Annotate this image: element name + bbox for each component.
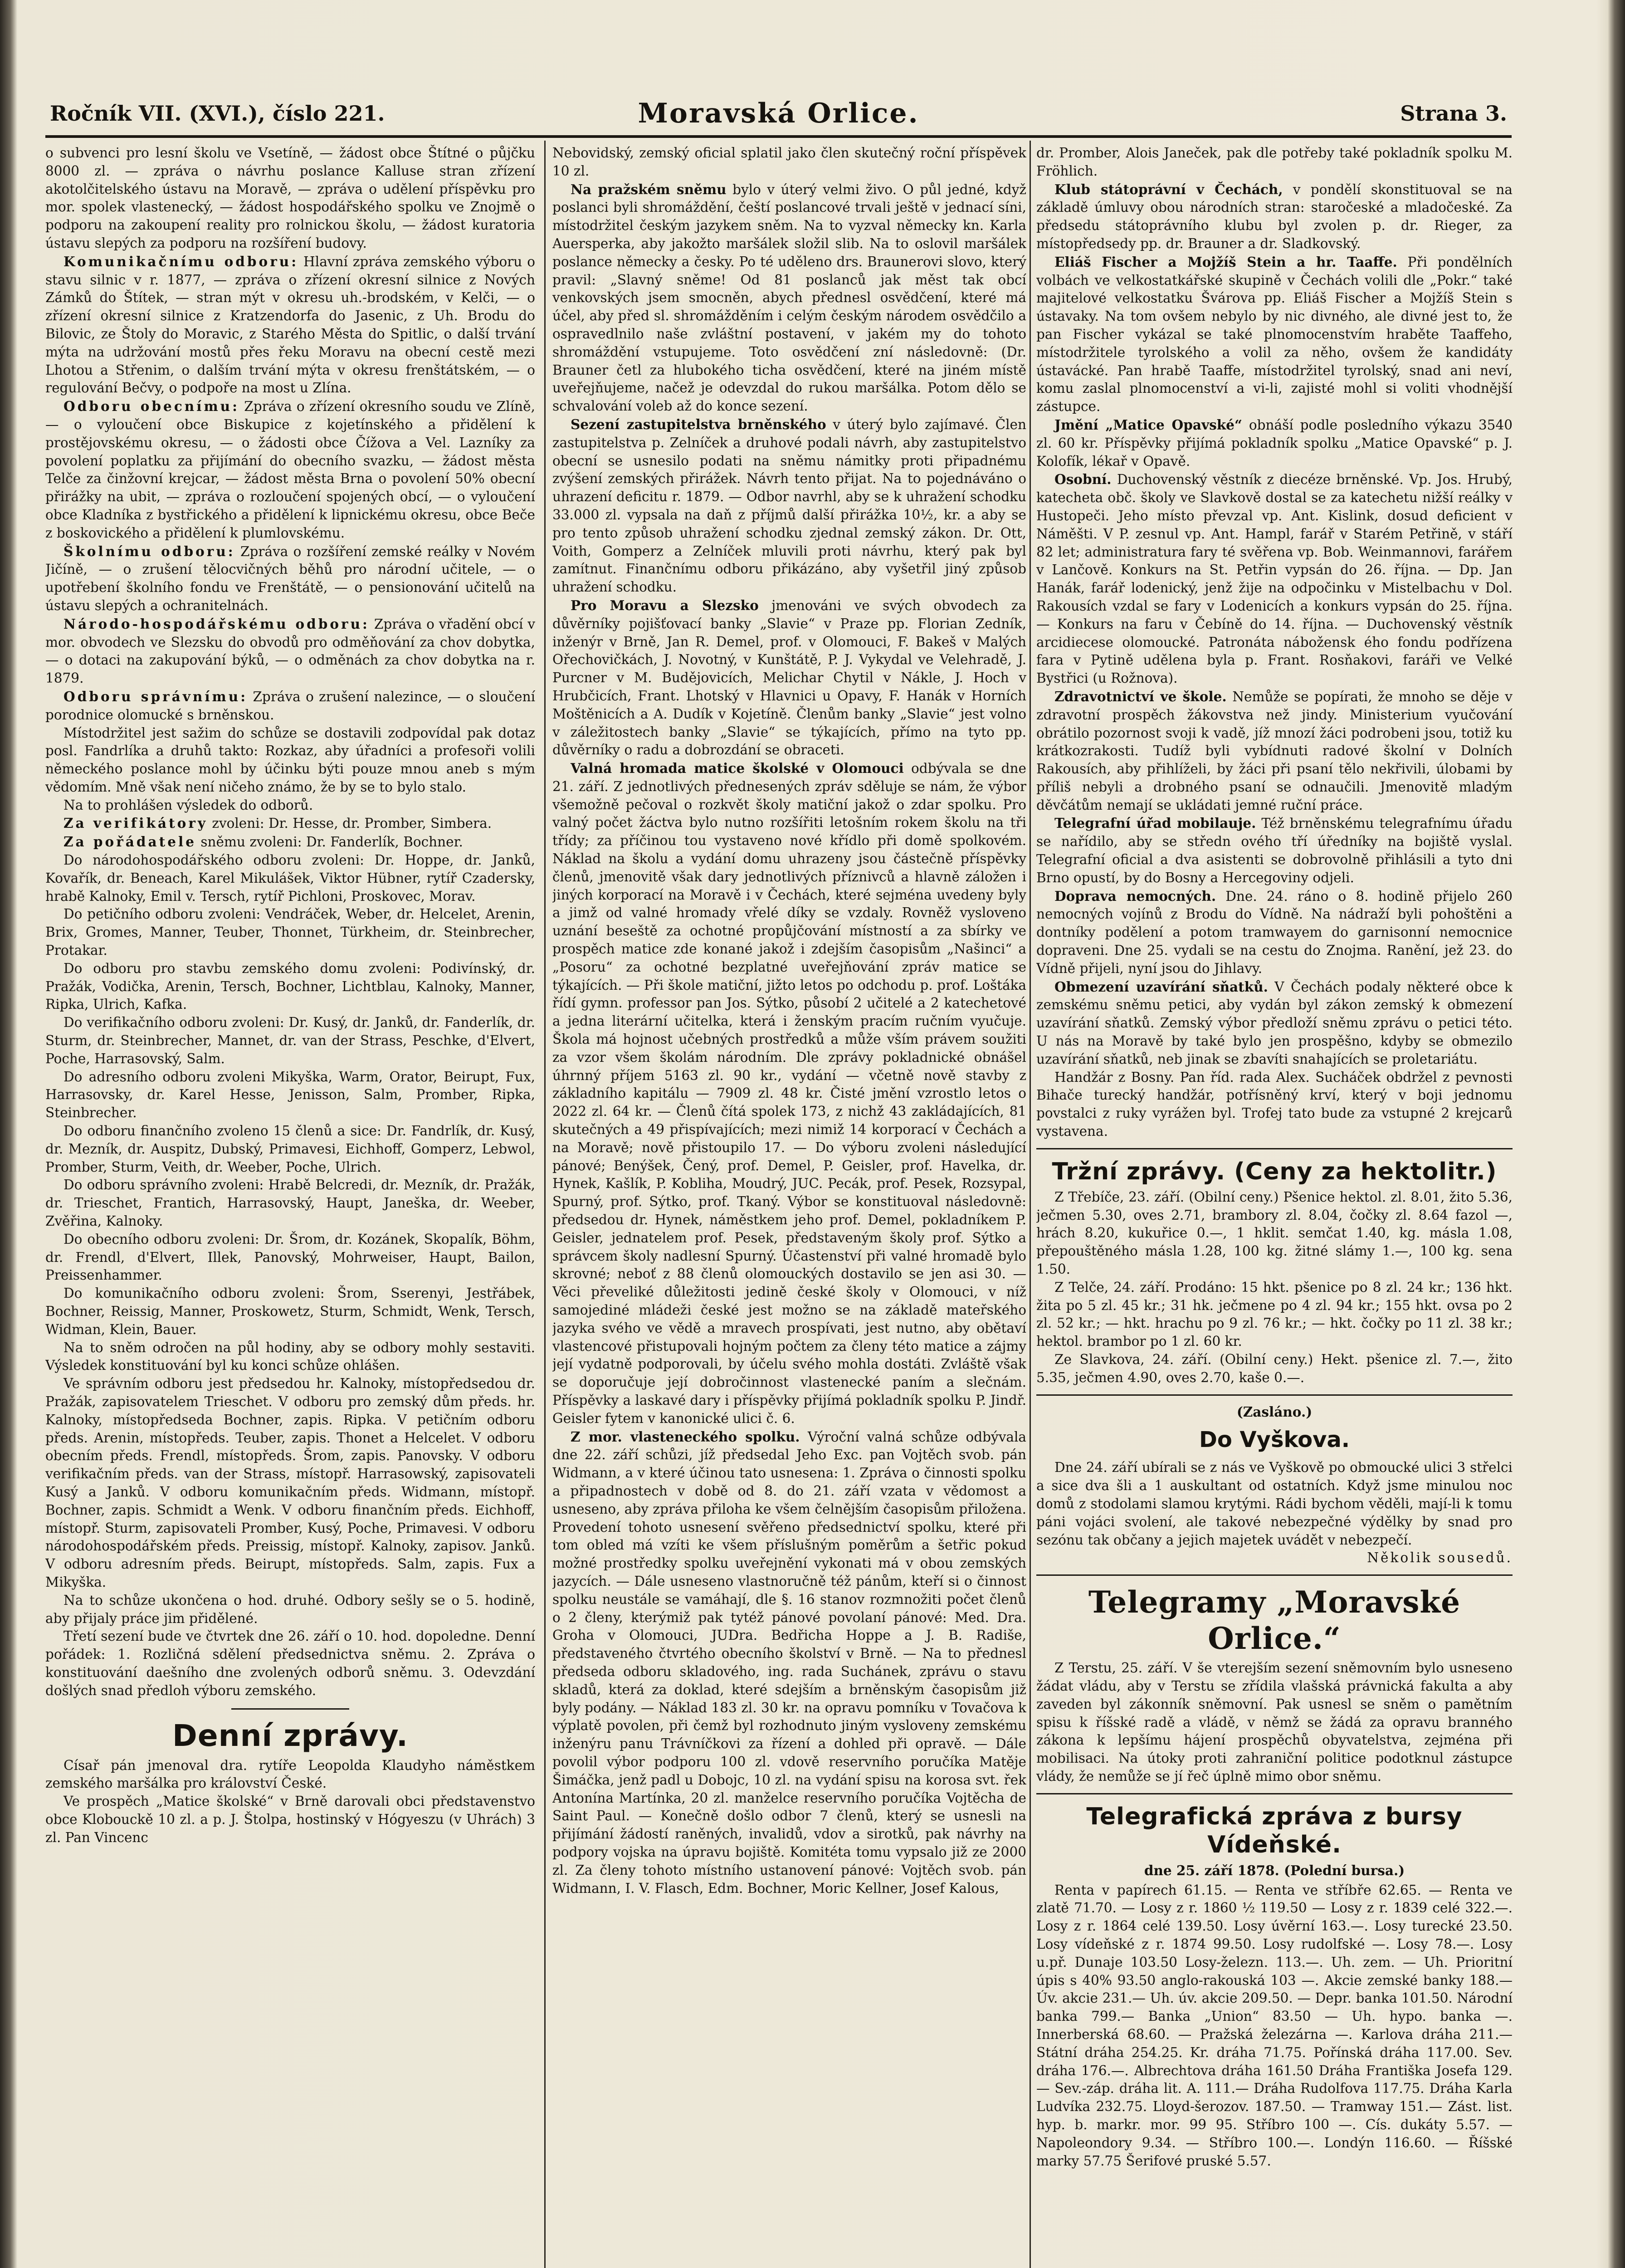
paragraph bbox=[1036, 253, 1513, 416]
subheading: Sezení zastupitelstva brněnského bbox=[571, 416, 826, 432]
subheading: Telegrafní úřad mobilauje. bbox=[1054, 815, 1256, 831]
subheading: Národo-hospodářskému odboru: bbox=[63, 616, 370, 632]
paragraph bbox=[552, 1428, 1026, 1898]
paragraph bbox=[1036, 814, 1513, 887]
paragraph: dr. Promber, Alois Janeček, pak dle potřeby také pokladník spolku M. Fröhlich. bbox=[1036, 145, 1513, 179]
column-divider bbox=[544, 141, 546, 2268]
issue-number: Ročník VII. (XVI.), číslo 221. bbox=[50, 101, 385, 126]
paragraph: Do odboru pro stavbu zemského domu zvoleni: Podivínský, dr. Pražák, Vodička, Arenin, Tersch, Bochner, Lichtblau, Kalnoky, Manner, Ripka, Ulrich, Kafka. bbox=[45, 960, 535, 1012]
paragraph bbox=[45, 397, 535, 542]
text: Výroční valná schůze odbývala dne 22. září schůzi, jíž předsedal Jeho Exc. pan Vojtěch svob. pán Widmann, a v které účinou tato usnesena: 1. Zpráva o činnosti spolku a připadnostech v době od 8. do 21. září vzata v vědomost a usneseno, aby zpráva přiloha ke všem čelnějším časopisům přiložena. Provedení tohoto usnesení svěřeno předsednictví spolku, které při tom obled má vzíti ke všem příslušným poměrům a šetřic pokud možné prostředky spolku uveřejnění vykonati má v obou zemských jazycích. — Dále usneseno vlastnoručně též pánům, kteří si o činnost spolku neustále se vamáhají, dle §. 16 stanov rozmnožiti počet členů o 2 členy, kterýmiž pak tytéž pánové povolaní pánové: Med. Dra. Groha v Olomouci, JUDra. Bedřicha Hoppe a J. B. Radiše, představeného čtvrtého obecního školství v Brně. — Na to přednesl předseda odboru skladového, ing. rada Suchánek, zprávu o stavu skladů, která za doklad, které sdejším a brněnským časopisům již byly podány. — Náklad 183 zl. 30 kr. na opravu pomníku v Tovačova k výplatě povolen, při čemž byl rozhodnuto jiným vysloveny zemskému inženýru panu Trávníčkovi za řízení a dohled při opravě. — Dále povolil výbor podporu 100 zl. vdově reservního poručíka Matěje Šimáčka, jenž padl u Dobojc, 10 zl. na vydání spisu na korosa svt. řek Antonína Martínka, 20 zl. manželce reservního poručíka Vojtěcha de Saint Paul. — Konečně došlo odbor 7 členů, který se usnesli na přijímání žádostí raněných, invalidů, vdov a sirotků, pak návrhy na podpory vojska na úpravu bojiště. Komitéta tomu vypsalo již ze 2000 zl. Za členy tohoto místního ustanovení pánové: Vojtěch svob. pán Widmann, I. V. Flasch, Edm. Bochner, Moric Kellner, Josef Kalous, bbox=[552, 1429, 1026, 1896]
header-rule bbox=[45, 135, 1512, 138]
scan-edge-left bbox=[0, 0, 17, 2268]
paragraph bbox=[45, 814, 535, 833]
paragraph: Handžár z Bosny. Pan říd. rada Alex. Sucháček obdržel z pevnosti Bihače turecký handžár, potřísněný krví, který v boji jednomu povstalci z ruky vyrážen byl. Trofej tato bude za vstupné 2 krejcarů vystavena. bbox=[1036, 1069, 1513, 1139]
text: Též brněnskému telegrafnímu úřadu se nařídilo, aby se středn ového tří úředníky na bojiště vyslal. Telegrafní oficial a dva asistenti se dobrovolně přihlásili a tyto dni Brno opustí, by do Bosny a Hercegoviny odjeli. bbox=[1036, 816, 1513, 885]
paragraph bbox=[1036, 978, 1513, 1069]
text: jmenováni ve svých obvodech za důvěrníky pojišťovací banky „Slavie“ v Praze pp. Florian Zedník, inženýr v Brně, Jan R. Demel, prof. v Olomouci, F. Bakeš v Malých Ořechovičkách, J. Novotný, v Kunštátě, P. J. Vykydal ve Velehradě, J. Purcner v M. Budějovicích, Melichar Chytil v Nákle, J. Hoch v Hrubčicích, Frant. Lhotský v Hlavnici u Opavy, F. Hanák v Horních Moštěnicích a A. Dudík v Kojetíně. Členům banky „Slavie“ jest volno v záležitostech banky „Slavie“ se týkajících, přímo na tyto pp. důvěrníky o radu a dobrozdání se obraceti. bbox=[552, 597, 1026, 758]
text: Zpráva o vřadění obcí v mor. obvodech ve Slezsku do obvodů pro odměňování za chov dobytka, — o dotaci na zakupování býků, — o odměnách za chov dobytka na r. 1879. bbox=[45, 616, 535, 686]
paragraph: Do obecního odboru zvoleni: Dr. Šrom, dr. Kozánek, Skopalík, Böhm, dr. Frendl, d'Elvert, Illek, Panovský, Mohrweiser, Haupt, Bailon, Preissenhammer. bbox=[45, 1231, 535, 1283]
paragraph bbox=[552, 181, 1026, 415]
text: bylo v úterý velmi živo. O půl jedné, když poslanci byli shromáždění, čeští poslancové trvali ještě v jednací síni, místodržitel českým jazykem sněm. Na to vyzval německy kn. Karla Auersperka, aby jakožto maršálek složil slib. Na to oslovil maršálek poslance německy a česky. Po té uděleno drs. Braunerovi slovo, který pravil: „Slavný sněme! Od 81 poslanců jak měst tak obcí venkovských jsem smocněn, abych přednesl osvědčení, které má účel, aby před sl. shromážděním i celým českým národem osvědčilo a ospravedlnilo naše zvláštní postavení, v jakém my do tohoto shromáždění vstupujeme. Toto osvědčení zní následovně: (Dr. Brauner četl za hlubokého ticha osvědčení, které na jiném místě uveřejňujeme, načež je odevzdal do rukou maršálka. Potom dělo se schvalování voleb až do konce sezení. bbox=[552, 181, 1026, 414]
paragraph: Do adresního odboru zvoleni Mikyška, Warm, Orator, Beirupt, Fux, Harrasovsky, dr. Karel Hesse, Jenisson, Salm, Promber, Ripka, Steinbrecher. bbox=[45, 1069, 535, 1121]
section-title: Denní zprávy. bbox=[172, 1718, 408, 1753]
paragraph bbox=[45, 543, 535, 615]
section-divider bbox=[231, 1708, 349, 1710]
paragraph bbox=[552, 415, 1026, 596]
paragraph bbox=[1036, 416, 1513, 470]
subheading: Komunikačnímu odboru: bbox=[63, 253, 299, 269]
column-divider bbox=[1030, 141, 1031, 2268]
section-title: Tržní zprávy. (Ceny za hektolitr.) bbox=[1052, 1158, 1497, 1185]
text: Dne. 24. ráno o 8. hodině přijelo 260 nemocných vojínů z Brodu do Vídně. Na nádraží byli pohoštěni a dontníky podělení a potom tramwayem do garnisonní nemocnice dopraveni. Dne 25. vydali se na cestu do Znojma. Ranění, jež 23. do Vídně přijeli, nyní jsou do Jihlavy. bbox=[1036, 888, 1513, 976]
paragraph: Místodržitel jest sažim do schůze se dostavili zodpovídal pak dotaz posl. Fandrlíka a druhů takto: Rozkaz, aby úřadníci a profesoři volili německého poslance mohl by účinku býti pouze mnou aneb s mým vědomím. Mně však není ničeho známo, že by se to bylo stalo. bbox=[45, 725, 535, 795]
section-divider bbox=[1036, 1394, 1513, 1396]
section-title: Telegrafická zpráva z bursy Vídeňské. bbox=[1086, 1803, 1463, 1858]
text: v úterý bylo zajímavé. Člen zastupitelstva p. Zelníček a druhové podali návrh, aby zastupitelstvo obecní se usnesilo podati na sněmu námitky proti připadnému zvýšení zemských přirážek. Návrh tento přijat. Na to pojednáváno o uhrazení deficitu r. 1879. — Odbor navrhl, aby se k uhražení schodku 33.000 zl. vypsala na daň z příjmů další přirážka 10½, kr. a aby se pro tento způsob uhražení schodku zjednal zemský zákon. Dr. Ott, Voith, Gomperz a Zelníček mluvili proti návrhu, který pak byl zamítnut. Finančnímu odboru přikázáno, aby vyšetřil jiný způsob uhražení schodku. bbox=[552, 416, 1026, 595]
text: Hlavní zpráva zemského výboru o stavu silnic v r. 1877, — zpráva o zřízení okresní silnice z Nových Zámků do Štítek, — stran mýt v okresu uh.-brodském, v Kelči, — o zřízení okresní silnice z Kratzendorfa do Jasenic, z Uh. Brodu do Bilovic, ze Štoly do Moravic, z Starého Města do Spitlic, o další trvání mýta na udržování mostů přes řeku Moravu na obecní cestě mezi Lhotou a Střenim, o dalším trvání mýta v okresu frenštátském, — o regulování Bečvy, o podpoře na most u Zlína. bbox=[45, 254, 535, 396]
subheading: Eliáš Fischer a Mojžíš Stein a hr. Taaffe. bbox=[1054, 254, 1397, 270]
paragraph bbox=[45, 688, 535, 724]
paragraph bbox=[45, 833, 535, 851]
subheading: Zdravotnictví ve škole. bbox=[1054, 688, 1227, 704]
text: odbývala se dne 21. září. Z jednotlivých přednesených zpráv sděluje se nám, že výbor všemožně pečoval o rozkvět školy matiční jakož o zdar spolku. Pro valný počet žáctva bylo nutno rozšířiti letošním rokem školu na tři třídy; za příčinou tou vystaveno nové křídlo při domě spolkovém. Náklad na školu a vydání domu uhrazeny jsou částečně příspěvky členů, jmenovitě však dary jednotlivých příznivců a hlavně záložen i jiných korporací na Moravě i v Čechách, které sejména uvedeny byly a jimž od valné hromady vřelé díky se vzdaly. Rovněž vysloveno uznání beseště za ochotné propůjčování místností a za sbírky ve prospěch matice zde konané jakož i zdejším časopisům „Našinci“ a „Posoru“ za ochotné bezplatné uveřejňování zpráv matice se týkajících. — Při škole matiční, jižto letos po odchodu p. prof. Loštáka řídí gymn. professor pan Jos. Sýtko, působí 2 učitelé a 2 katechetové a jedna literární učitelka, která i ženským pracím ručním vyučuje. Škola má hojnost učebných prostředků a může vším právem soužiti za vzor všem školám národním. Dle zprávy pokladnické obnášel úhrnný příjem 5163 zl. 90 kr., vydání — včetně nově stavby z základního kapitálu — 7909 zl. 48 kr. Čisté jmění vzrostlo letos o 2022 zl. 64 kr. — Členů čítá spolek 173, z nichž 43 zakládajících, 81 skutečných a 49 přispívajících; mezi nimiž 14 korporací v Čechách a na Moravě; nově přistoupilo 17. — Do výboru zvoleni následující pánové; Benýšek, Čený, prof. Demel, P. Geisler, prof. Havelka, dr. Hynek, Kašlík, P. Kobliha, Moudrý, JUC. Pecák, prof. Pesek, Rozsypal, Spurný, prof. Sýtko, prof. Tkaný. Výbor se konstituoval následovně: předsedou dr. Hynek, náměstkem jeho prof. Demel, pokladníkem P. Geisler, jednatelem prof. Pesek, představeným školy prof. Sýtko a správcem školy nadlesní Spurný. Účastenství při valné hromadě bylo skrovné; neboť z 88 členů olomouckých dostavilo se jen asi 30. — Věci převeliké důležitosti jedině české školy v Olomouci, v níž samojediné mládeži české jest možno se na základě mateřského jazyka svého ve vědě a mravech prospívati, jest nutno, aby obětaví vlastencové přistupovali hojným počtem za členy této matice a zájmy její vydatně podporovali, by účelu svého mohla dostáti. Zvláště však se doporučuje její dobročinnost vlastenecké paním a slečnám. Příspěvky a laskavé dary i příspěvky přijímá pokladník spolku P. Jindř. Geisler fytem v kanonické ulici č. 6. bbox=[552, 761, 1026, 1426]
subheading: Za verifikátory bbox=[63, 815, 208, 831]
column-1 bbox=[45, 144, 535, 2268]
zaslano-title: Do Vyškova. bbox=[1199, 1427, 1350, 1453]
subheading: Na pražském sněmu bbox=[571, 181, 727, 197]
paragraph: o subvenci pro lesní školu ve Vsetíně, — žádost obce Štítné o půjčku 8000 zl. — zpráva o návrhu poslance Kalluse stran zřízení akotolčitelského ústavu na Moravě, — zpráva o udělení příspěvku pro mor. spolek vlastenecký, — žádost hospodářského spolku ve Znojmě o podporu na zakoupení reality pro rolnickou školu, — žádost kuratoria ústavu slepých za podporu na rozšíření budovy. bbox=[45, 145, 535, 251]
subheading: Obmezení uzavírání sňatků. bbox=[1054, 978, 1268, 995]
subheading: Doprava nemocných. bbox=[1054, 888, 1216, 904]
subheading: Odboru správnímu: bbox=[63, 688, 248, 704]
subheading: Osobní. bbox=[1054, 471, 1112, 488]
paragraph: Císař pán jmenoval dra. rytíře Leopolda Klaudyho náměstkem zemského maršálka pro království České. bbox=[45, 1757, 535, 1791]
telegram: Z Terstu, 25. září. V še vterejším sezení sněmovním bylo usneseno žádat vládu, aby v Terstu se zřídila vlašská právnická fakulta a aby zaveden byl zákonník sněmovní. Pak usnesl se sněm o pamětním spisu k říšské radě a vládě, v němž se žádá za opravu branného zákona k lepšímu hájení prospěchů obyvatelstva, zejména při mobilisaci. Na útoky proti zahraniční politice podotknul zástupce vlády, že nemůže se jí řeč úplně mimo obor sněmu. bbox=[1036, 1660, 1513, 1784]
section-title: Telegramy „Moravské Orlice.“ bbox=[1088, 1584, 1461, 1657]
paragraph bbox=[1036, 887, 1513, 978]
section-divider bbox=[1036, 1148, 1513, 1149]
subheading: Jmění „Matice Opavské“ bbox=[1054, 416, 1242, 433]
subheading: Z mor. vlasteneckého spolku. bbox=[571, 1428, 800, 1445]
scan-edge-right bbox=[1608, 0, 1625, 2268]
signature: Několik sousedů. bbox=[1367, 1550, 1513, 1566]
page-number: Strana 3. bbox=[1400, 101, 1507, 126]
paragraph: Do odboru správního zvoleni: Hrabě Belcredi, dr. Mezník, dr. Pražák, dr. Trieschet, Frantich, Harrasovský, Haupt, Janeška, dr. Weeber, Zvěřina, Kalnoky. bbox=[45, 1177, 535, 1229]
subheading: Klub státoprávní v Čechách, bbox=[1054, 181, 1283, 197]
paragraph: Ve správním odboru jest předsedou hr. Kalnoky, místopředsedou dr. Pražák, zapisovatelem Trieschet. V odboru pro zemský dům předs. hr. Kalnoky, místopředseda Bochner, zapis. Ripka. V petičním odboru předs. Arenin, místopředs. Teuber, zapis. Thonet a Helcelet. V odboru obecním předs. Frendl, místopředs. Šrom, zapis. Panovsky. V odboru verifikačním předs. van der Strass, místopř. Harrasowský, zapisovateli Kusý a Janků. V odboru komunikačním předs. Widmann, místopř. Bochner, zapis. Schmidt a Wenk. V odboru finančním předs. Eichhoff, místopř. Sturm, zapisovateli Promber, Kusý, Poche, Primavesi. V odboru národohospodářském předs. Preissig, místopř. Kalnoky, zapisov. Janků. V odboru adresním předs. Beirupt, místopředs. Salm, zapis. Fux a Mikyška. bbox=[45, 1376, 535, 1590]
paragraph bbox=[1036, 181, 1513, 253]
paragraph bbox=[552, 596, 1026, 759]
page-header bbox=[50, 98, 1507, 134]
paragraph: Třetí sezení bude ve čtvrtek dne 26. září o 10. hod. dopoledne. Denní pořádek: 1. Rozličná sdělení předsednictva sněmu. 2. Zpráva o konstituování daešního dne zvolených odborů sněmu. 3. Odevzdání došlých snad předloh výboru zemského. bbox=[45, 1628, 535, 1698]
paragraph bbox=[1036, 470, 1513, 688]
text: Nemůže se popírati, že mnoho se děje v zdravotní prospěch žákovstva než jindy. Ministerium vyučování obrátilo pozornost svoji k vadě, jíž mnozí žáci podrobeni jsou, totiž ku krátkozrakosti. Tudíž byli vybídnuti radové školní v Dolních Rakousích, aby přihlíželi, by žáci při psaní tělo nekřivili, úlobami by příliš nebyli a drobného psaní se odnaučili. Jmenovitě mladým děvčátům nemají se ukládati jemné ruční práce. bbox=[1036, 689, 1513, 813]
text: Duchovenský věstník z diecéze brněnské. Vp. Jos. Hrubý, katecheta obč. školy ve Slavkově dostal se za katechetu nižší reálky v Hustopeči. Jeho místo převzal vp. Ant. Kislink, dosud deficient v Náměšti. V P. zesnul vp. Ant. Hampl, farář v Starém Petřině, v stáří 82 let; administratura fary té svěřena vp. Bob. Weinmannovi, farářem v Lančově. Konkurs na St. Petřin vypsán do 26. října. — Dp. Jan Hanák, farář lodenický, jenž žije na odpočinku v Mistelbachu v Dol. Rakousích vzdal se fary v Lodenicích a konkurs vypsán do 25. října. — Konkurs na faru v Čebíně do 14. října. — Duchovenský věstník arcidiecese olomoucké. Patronáta nábožensk ého fondu podřízena fara v Pytině udělena byla p. Frant. Rosňakovi, faráři ve Velké Bystřici (u Rožnova). bbox=[1036, 472, 1513, 686]
section-divider bbox=[1036, 1793, 1513, 1794]
text: obnáší podle posledního výkazu 3540 zl. 60 kr. Příspěvky přijímá pokladník spolku „Matice Opavské“ p. J. Kolofík, lékař v Opavě. bbox=[1036, 417, 1513, 469]
subheading: Za pořádatele bbox=[63, 834, 196, 850]
paragraph: Na to schůze ukončena o hod. druhé. Odbory sešly se o 5. hodině, aby přijaly práce jim přidělené. bbox=[45, 1592, 535, 1626]
text: Zpráva o rozšíření zemské reálky v Novém Jičíně, — o zrušení tělocvičných běhů pro národní učitele, — o upotřebení školního fondu ve Frenštátě, — o pensionování učitelů na ústavu slepých a ochranitelnách. bbox=[45, 543, 535, 613]
text: sněmu zvoleni: Dr. Fanderlík, Bochner. bbox=[200, 834, 463, 850]
subheading: Pro Moravu a Slezsko bbox=[571, 597, 759, 613]
bourse-report: Renta v papírech 61.15. — Renta ve stříbře 62.65. — Renta ve zlatě 71.70. — Losy z r. 1860 ½ 119.50 — Losy z r. 1839 celé 322.—. Losy z r. 1864 celé 139.50. Losy úvěrní 163.—. Losy turecké 23.50. Losy vídeňské z r. 1874 99.50. Losy rudolfské —. Losy 78.—. Losy u.př. Dunaje 103.50 Losy-železn. 113.—. Uh. zem. — Uh. Prioritní úpis s 40% 93.50 anglo-rakouská 103 —. Akcie zemské banky 188.— Úv. akcie 231.— Uh. úv. akcie 209.50. — Depr. banka 101.50. Národní banka 799.— Banka „Union“ 83.50 — Uh. hypo. banka —. Innerberská 68.60. — Pražská železárna —. Karlova dráha 211.— Státní dráha 254.25. Kr. dráha 71.75. Pořínská dráha 117.00. Sev. dráha 176.—. Albrechtova dráha 161.50 Dráha Františka Josefa 129.— Sev.-záp. dráha lit. A. 111.— Dráha Rudolfova 117.75. Dráha Karla Ludvíka 232.75. Lloyd-šerozov. 187.50. — Tramway 151.— Zást. list. hyp. b. markr. mor. 99 95. Stříbro 100 —. Cís. dukáty 5.57. — Napoleondory 9.34. — Stříbro 100.—. Londýn 116.60. — Říšské marky 57.75 Šerifové pruské 5.57. bbox=[1036, 1882, 1513, 2169]
text: V Čechách podaly některé obce k zemskému sněmu petici, aby vydán byl zákon zemský k obmezení uzavírání sňatků. Zemský výbor předloží sněmu zprávu o petici této. U nás na Moravě by také bylo jen prospěšno, kdyby se obmezilo uzavírání sňatků, neb jinak se zbavíti snahajících se proletariátu. bbox=[1036, 979, 1513, 1067]
section-divider bbox=[1036, 1574, 1513, 1576]
paragraph: Do petičního odboru zvoleni: Vendráček, Weber, dr. Helcelet, Arenin, Brix, Gromes, Manner, Teuber, Thonnet, Türkheim, dr. Steinbrecher, Protakar. bbox=[45, 906, 535, 958]
paragraph bbox=[45, 615, 535, 688]
text: v pondělí skonstituoval se na základě úmluvy obou národních stran: staročeské a mladočeské. Za předsedu státoprávního klubu byl zvolen p. dr. Rieger, za místopředsedy pp. dr. Brauner a dr. Sladkovský. bbox=[1036, 181, 1513, 251]
zaslano-label: (Zasláno.) bbox=[1236, 1403, 1313, 1420]
text: Zpráva o zrušení nalezince, — o sloučení porodnice olomucké s brněnskou. bbox=[45, 689, 535, 723]
subheading: Školnímu odboru: bbox=[63, 543, 235, 559]
text: Zpráva o zřízení okresního soudu ve Zlíně, — o vyloučení obce Biskupice z kojetínského a přidělení k prostějovskému okresu, — o žádosti obce Čížova a Vel. Lazníky za povolení poplatku za přijímání do obecního svazku, — žádost města Telče za činžovní krejcar, — žádost města Brna o povolení 50% obecní přirážky na ubit, — zpráva o rozloučení spojených obcí, — o vyloučení obce Kladníka z bystřického a přidělení k lipnickému okresu, obce Beče z boskovického a přidělení k plumlovskému. bbox=[45, 399, 535, 541]
paragraph: Do verifikačního odboru zvoleni: Dr. Kusý, dr. Janků, dr. Fanderlík, dr. Sturm, dr. Steinbrecher, Mannet, dr. van der Strass, Peschke, d'Elvert, Poche, Harrasovský, Salm. bbox=[45, 1015, 535, 1066]
paragraph: Dne 24. září ubírali se z nás ve Vyškově po obmoucké ulici 3 střelci a sice dva šli a 1 auskultant od ostatních. Když jsme minulou noc domů z stodolami slamou krytými. Rádi bychom věděli, mají-li k tomu páni vojáci svolení, ale takové nebezpečné výdělky by snad pro sezónu tak občany a jejich majetek uvádět v nebezpečí. bbox=[1036, 1460, 1513, 1548]
market-report: Z Telče, 24. září. Prodáno: 15 hkt. pšenice po 8 zl. 24 kr.; 136 hkt. žita po 5 zl. 45 kr.; 31 hk. ječmene po 4 zl. 94 kr.; 155 hkt. ovsa po 2 zl. 52 kr.; — hkt. hrachu po 9 zl. 76 kr.; — hkt. čočky po 11 zl. 38 kr.; hektol. brambor po 1 zl. 60 kr. bbox=[1036, 1279, 1513, 1349]
paragraph: Nebovidský, zemský oficial splatil jako člen skutečný roční příspěvek 10 zl. bbox=[552, 145, 1026, 179]
paragraph: Ve prospěch „Matice školské“ v Brně darovali obci představenstvo obce Klobouckě 10 zl. a p. J. Štolpa, hostinský v Hógyeszu (v Uhrách) 3 zl. Pan Vincenc bbox=[45, 1794, 535, 1845]
paragraph bbox=[1036, 688, 1513, 815]
paragraph: Do komunikačního odboru zvoleni: Šrom, Sserenyi, Jestřábek, Bochner, Reissig, Manner, Proskowetz, Sturm, Schmidt, Wenk, Tersch, Widman, Klein, Bauer. bbox=[45, 1286, 535, 1337]
market-report: Ze Slavkova, 24. září. (Obilní ceny.) Hekt. pšenice zl. 7.—, žito 5.35, ječmen 4.90, oves 2.70, kaše 0.—. bbox=[1036, 1352, 1513, 1385]
paragraph bbox=[45, 253, 535, 397]
paragraph: Do odboru finančního zvoleno 15 členů a sice: Dr. Fandrlík, dr. Kusý, dr. Mezník, dr. Auspitz, Dubský, Primavesi, Eichhoff, Gomperz, Lebwol, Promber, Sturm, Veith, dr. Weeber, Poche, Ulrich. bbox=[45, 1123, 535, 1175]
text: zvoleni: Dr. Hesse, dr. Promber, Simbera. bbox=[212, 816, 492, 831]
newspaper-title: Moravská Orlice. bbox=[638, 98, 919, 129]
market-report: Z Třebíče, 23. září. (Obilní ceny.) Pšenice hektol. zl. 8.01, žito 5.36, ječmen 5.30, oves 2.71, brambory zl. 8.04, čočky zl. 8.64 fazol —, hrách 8.20, kukuřice 0.—, 1 hklit. semčat 1.40, kg. másla 1.08, přepouštěného másla 1.28, 100 kg. žitné slámy 1.—, 100 kg. sena 1.50. bbox=[1036, 1189, 1513, 1277]
text: Při pondělních volbách ve velkostatkářské skupině v Čechách volili dle „Pokr.“ také majitelové velkostatku Švárova pp. Eliáš Fischer a Mojžíš Stein s ústavaky. Na tom ovšem nebylo by nic divného, ale divné jest to, že pan Fischer vykázal se také plnomocenstvím hraběte Taaffeho, místodržitele tyrolského a volil za něho, ovšem že kandidáty ústavácké. Pan hrabě Taaffe, místodržitel tyrolský, snad ani neví, komu zaslal plnomocenství a vi-li, zajisté mohl si voliti vhodnější zástupce. bbox=[1036, 254, 1513, 415]
bourse-date: dne 25. září 1878. (Polední bursa.) bbox=[1144, 1862, 1405, 1878]
paragraph bbox=[552, 759, 1026, 1427]
paragraph: Na to prohlášen výsledek do odborů. bbox=[63, 797, 313, 813]
column-2 bbox=[552, 144, 1026, 2268]
subheading: Valná hromada matice školské v Olomouci bbox=[571, 760, 904, 777]
paragraph: Na to sněm odročen na půl hodiny, aby se odbory mohly sestaviti. Výsledek konstituování byl ku konci schůze ohlášen. bbox=[45, 1339, 535, 1374]
subheading: Odboru obecnímu: bbox=[63, 398, 239, 415]
column-3 bbox=[1036, 144, 1513, 2268]
paragraph: Do národohospodářského odboru zvoleni: Dr. Hoppe, dr. Janků, Kovařík, dr. Beneach, Karel Mikulášek, Viktor Hübner, rytíř Czadersky, hrabě Kalnoky, Emil v. Tersch, rytíř Pichloni, Proskovec, Morav. bbox=[45, 852, 535, 904]
